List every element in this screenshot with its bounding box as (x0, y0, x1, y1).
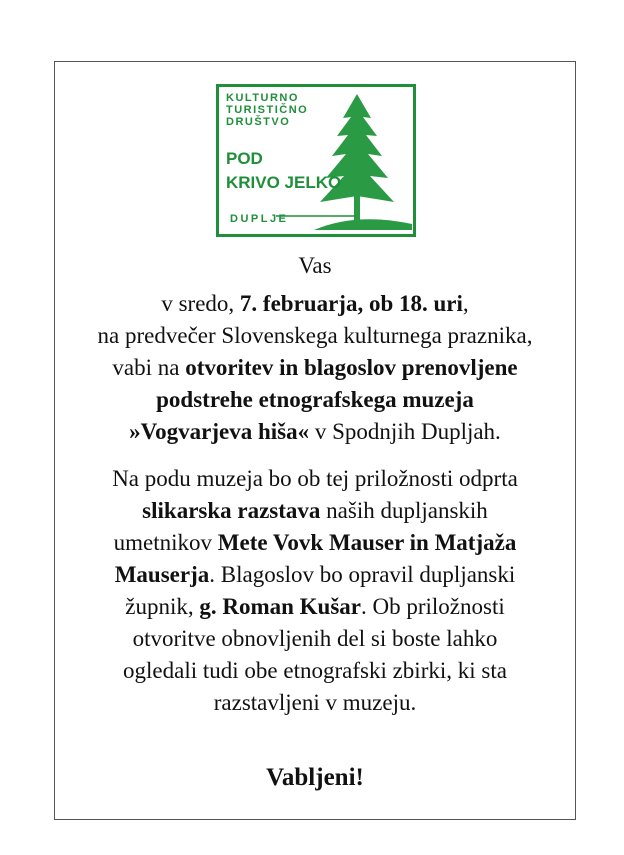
invitation-line: vabi na otvoritev in blagoslov prenovljene (112, 355, 518, 380)
invitation-line: na predvečer Slovenskega kulturnega praznika, (97, 323, 533, 348)
logo-place: DUPLJE (230, 213, 289, 225)
exhibition-paragraph (55, 463, 575, 719)
logo-line-1: KULTURNO (226, 92, 299, 104)
closing-text: Vabljeni! (266, 764, 364, 791)
exhibition-line: otvoritve obnovljenih del si boste lahko (132, 626, 498, 651)
exhibition-line: slikarska razstava naših dupljanskih (142, 498, 488, 523)
logo-name-2: KRIVO JELKO (226, 173, 342, 192)
exhibition-line: razstavljeni v muzeju. (213, 690, 417, 715)
invitation-line: »Vogvarjeva hiša« v Spodnjih Dupljah. (129, 419, 501, 444)
exhibition-line: umetnikov Mete Vovk Mauser in Matjaža (113, 530, 517, 555)
logo-line-2: TURISTIČNO (226, 104, 309, 116)
logo-line-3: DRUŠTVO (226, 116, 291, 128)
invitation-paragraph (55, 288, 575, 448)
exhibition-line: Mauserja. Blagoslov bo opravil dupljanski (114, 562, 516, 587)
exhibition-line: ogledali tudi obe etnografski zbirki, ki sta (123, 658, 507, 683)
society-logo (216, 84, 416, 237)
exhibition-line: župnik, g. Roman Kušar. Ob priložnosti (125, 594, 505, 619)
invitation-line: v sredo, 7. februarja, ob 18. uri, (161, 291, 469, 316)
logo-name-1: POD (226, 149, 263, 168)
invitation-line: podstrehe etnografskega muzeja (156, 387, 474, 412)
greeting: Vas (298, 253, 332, 278)
exhibition-line: Na podu muzeja bo ob tej priložnosti odprta (112, 466, 518, 491)
